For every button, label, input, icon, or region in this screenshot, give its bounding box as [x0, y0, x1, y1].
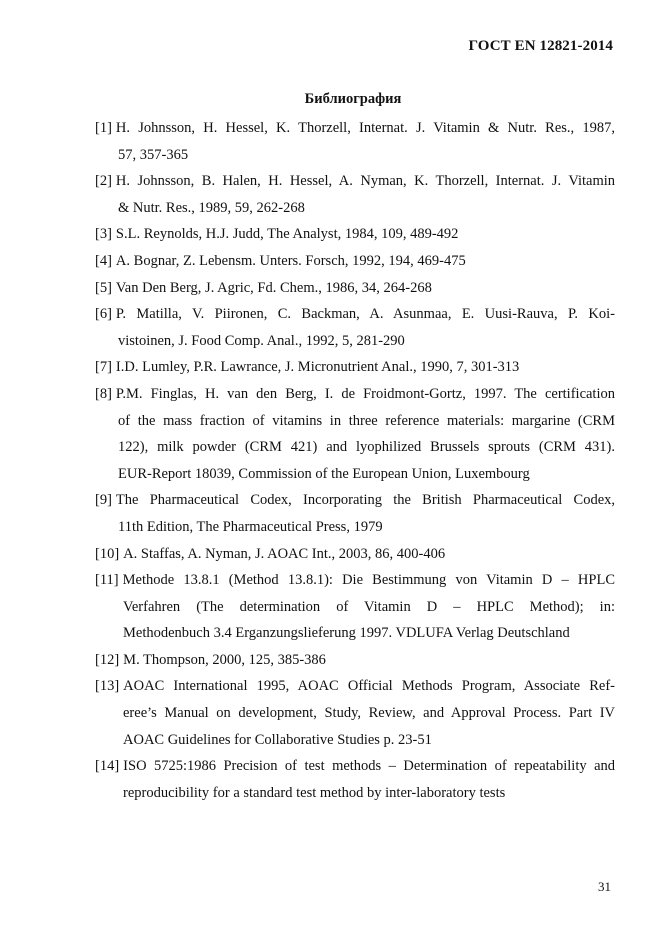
reference-item [95, 248, 615, 275]
reference-number: [8] [95, 385, 112, 402]
reference-item [95, 647, 615, 674]
reference-item [95, 275, 615, 302]
reference-number: [2] [95, 173, 112, 190]
reference-item [95, 753, 615, 806]
reference-text: 57, 357-365 [118, 146, 189, 163]
document-code: ГОСТ EN 12821-2014 [468, 38, 613, 54]
reference-number: [3] [95, 226, 112, 243]
reference-list [95, 115, 615, 806]
reference-item [95, 354, 615, 381]
reference-item [95, 487, 615, 540]
reference-continuation-line [95, 780, 615, 807]
reference-text: S.L. Reynolds, H.J. Judd, The Analyst, 1984, 109, 489-492 [115, 226, 459, 243]
reference-continuation-line [95, 195, 615, 222]
reference-text: EUR-Report 18039, Commission of the European Union, Luxembourg [118, 465, 530, 482]
reference-continuation-line [95, 142, 615, 169]
reference-text: & Nutr. Res., 1989, 59, 262-268 [118, 199, 305, 216]
reference-item [95, 168, 615, 221]
reference-text: AOAC Guidelines for Collaborative Studies p. 23-51 [123, 731, 432, 748]
reference-item [95, 673, 615, 753]
reference-first-line [95, 115, 615, 142]
reference-text: M. Thompson, 2000, 125, 385-386 [123, 651, 326, 668]
reference-item [95, 301, 615, 354]
reference-first-line [95, 753, 615, 780]
reference-text: A. Staffas, A. Nyman, J. AOAC Int., 2003, 86, 400-406 [123, 545, 446, 562]
reference-continuation-line [95, 434, 615, 461]
reference-text: Methode 13.8.1 (Method 13.8.1): Die Bestimmung von Vitamin D – HPLC [122, 572, 615, 589]
reference-number: [10] [95, 545, 120, 562]
reference-continuation-line [95, 594, 615, 621]
reference-item [95, 381, 615, 487]
reference-text: ISO 5725:1986 Precision of test methods – Determination of repeatability and [123, 758, 615, 775]
reference-number: [9] [95, 492, 112, 509]
reference-first-line [95, 673, 615, 700]
reference-text: P.M. Finglas, H. van den Berg, I. de Froidmont-Gortz, 1997. The certification [115, 385, 615, 402]
reference-text: 122), milk powder (CRM 421) and lyophilized Brussels sprouts (CRM 431). [118, 439, 615, 456]
reference-number: [4] [95, 252, 112, 269]
reference-text: vistoinen, J. Food Comp. Anal., 1992, 5, 281-290 [118, 332, 405, 349]
reference-number: [12] [95, 651, 120, 668]
reference-item [95, 541, 615, 568]
reference-number: [1] [95, 120, 112, 136]
reference-text: H. Johnsson, H. Hessel, K. Thorzell, Internat. J. Vitamin & Nutr. Res., 1987, [115, 120, 615, 136]
reference-continuation-line [95, 620, 615, 647]
reference-first-line [95, 221, 615, 248]
reference-number: [6] [95, 306, 112, 323]
reference-first-line [95, 647, 615, 674]
reference-text: H. Johnsson, B. Halen, H. Hessel, A. Nyman, K. Thorzell, Internat. J. Vitamin [115, 173, 615, 190]
reference-first-line [95, 541, 615, 568]
reference-text: Van Den Berg, J. Agric, Fd. Chem., 1986, 34, 264-268 [115, 279, 432, 296]
reference-text: P. Matilla, V. Piironen, C. Backman, A. Asunmaa, E. Uusi-Rauva, P. Koi- [115, 306, 615, 323]
reference-number: [11] [95, 572, 119, 589]
reference-first-line [95, 354, 615, 381]
reference-first-line [95, 567, 615, 594]
reference-continuation-line [95, 328, 615, 355]
reference-continuation-line [95, 700, 615, 727]
reference-item [95, 115, 615, 168]
reference-first-line [95, 168, 615, 195]
page-number: 31 [598, 879, 611, 894]
reference-text: reproducibility for a standard test method by inter-laboratory tests [123, 784, 506, 801]
reference-continuation-line [95, 408, 615, 435]
reference-number: [13] [95, 678, 120, 695]
reference-item [95, 221, 615, 248]
reference-continuation-line [95, 461, 615, 488]
reference-continuation-line [95, 727, 615, 754]
reference-text: 11th Edition, The Pharmaceutical Press, 1979 [118, 518, 383, 535]
reference-first-line [95, 301, 615, 328]
reference-first-line [95, 248, 615, 275]
reference-text: AOAC International 1995, AOAC Official Methods Program, Associate Ref- [123, 678, 615, 695]
reference-number: [7] [95, 359, 112, 376]
reference-text: The Pharmaceutical Codex, Incorporating the British Pharmaceutical Codex, [115, 492, 615, 509]
reference-continuation-line [95, 514, 615, 541]
reference-text: I.D. Lumley, P.R. Lawrance, J. Micronutrient Anal., 1990, 7, 301-313 [115, 359, 520, 376]
reference-text: Verfahren (The determination of Vitamin D – HPLC Method); in: [123, 598, 615, 615]
reference-number: [14] [95, 758, 120, 775]
reference-first-line [95, 381, 615, 408]
reference-first-line [95, 487, 615, 514]
reference-text: Methodenbuch 3.4 Erganzungslieferung 1997. VDLUFA Verlag Deutschland [123, 625, 570, 642]
reference-text: eree’s Manual on development, Study, Review, and Approval Process. Part IV [123, 705, 615, 722]
reference-text: A. Bognar, Z. Lebensm. Unters. Forsch, 1992, 194, 469-475 [115, 252, 466, 269]
bibliography-heading: Библиография [304, 91, 402, 107]
reference-text: of the mass fraction of vitamins in three reference materials: margarine (CRM [118, 412, 615, 429]
reference-first-line [95, 275, 615, 302]
reference-number: [5] [95, 279, 112, 296]
reference-item [95, 567, 615, 647]
